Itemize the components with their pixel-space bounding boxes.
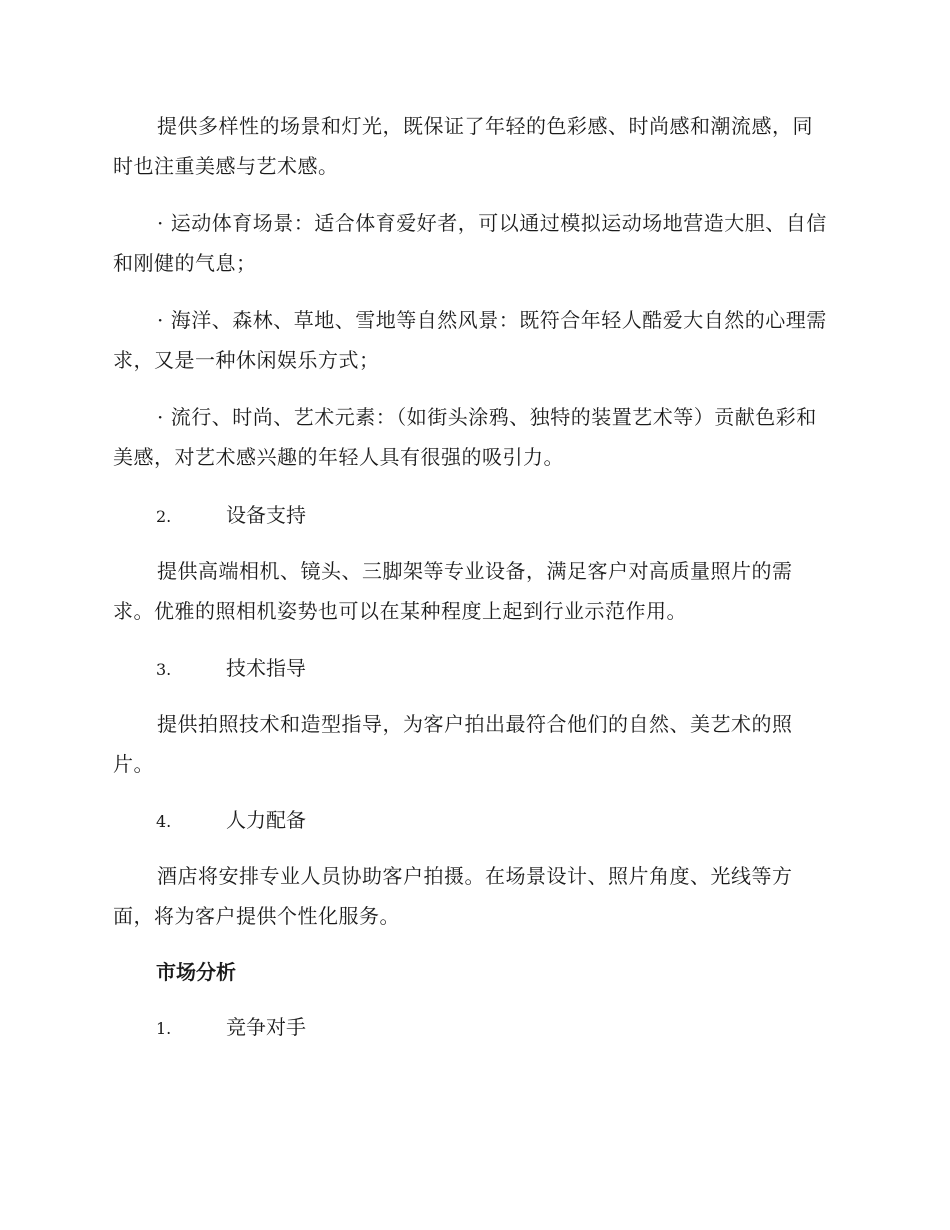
list-label: 技术指导 bbox=[226, 656, 306, 680]
section-heading-market-analysis: 市场分析 bbox=[156, 960, 236, 984]
bullet-sports-scene: · 运动体育场景：适合体育爱好者，可以通过模拟运动场地营造大胆、自信和刚健的气息； bbox=[113, 211, 827, 275]
list-item-equipment bbox=[156, 495, 306, 537]
paragraph-staffing: 酒店将安排专业人员协助客户拍摄。在场景设计、照片角度、光线等方面，将为客户提供个性化服务。 bbox=[113, 864, 793, 928]
list-label: 竞争对手 bbox=[226, 1015, 306, 1039]
bullet-nature-scene: · 海洋、森林、草地、雪地等自然风景：既符合年轻人酷爱大自然的心理需求，又是一种休闲娱乐方式； bbox=[113, 308, 827, 372]
list-number: 2. bbox=[156, 507, 172, 526]
list-number: 3. bbox=[156, 660, 172, 679]
list-item-tech-guidance bbox=[156, 648, 306, 690]
list-label: 设备支持 bbox=[226, 503, 306, 527]
list-item-staffing bbox=[156, 800, 306, 842]
paragraph-tech-guidance: 提供拍照技术和造型指导，为客户拍出最符合他们的自然、美艺术的照片。 bbox=[113, 712, 793, 776]
list-label: 人力配备 bbox=[226, 808, 306, 832]
list-item-competitors bbox=[156, 1007, 306, 1049]
list-number: 1. bbox=[156, 1019, 172, 1038]
bullet-art-elements: · 流行、时尚、艺术元素：（如街头涂鸦、独特的装置艺术等）贡献色彩和美感，对艺术感兴趣的年轻人具有很强的吸引力。 bbox=[113, 405, 817, 469]
paragraph-equipment: 提供高端相机、镜头、三脚架等专业设备，满足客户对高质量照片的需求。优雅的照相机姿势也可以在某种程度上起到行业示范作用。 bbox=[113, 559, 793, 623]
list-number: 4. bbox=[156, 812, 172, 831]
paragraph-scene-lighting: 提供多样性的场景和灯光，既保证了年轻的色彩感、时尚感和潮流感，同时也注重美感与艺术感。 bbox=[113, 114, 813, 178]
